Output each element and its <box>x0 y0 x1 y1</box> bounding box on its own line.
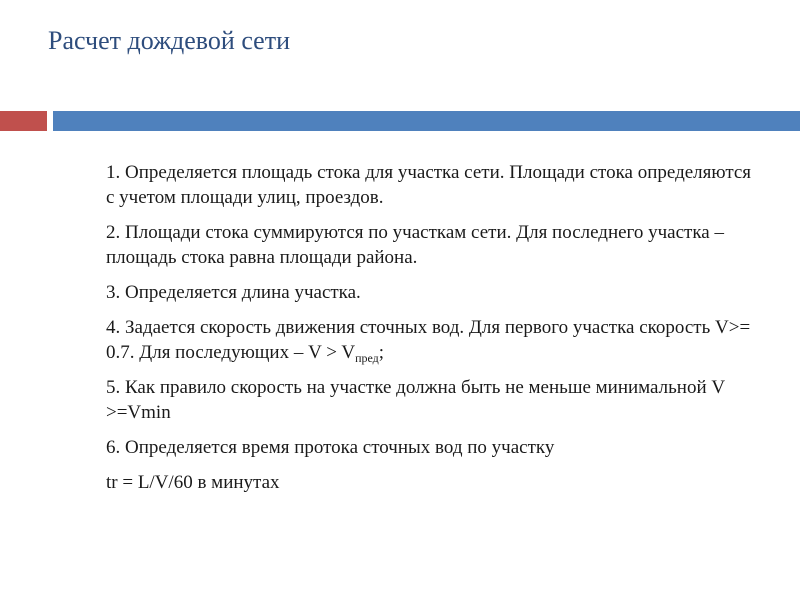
step-3-text: 3. Определяется длина участка. <box>106 282 361 303</box>
step-4-end: ; <box>378 342 385 363</box>
step-2-text: 2. Площади стока суммируются по участкам сети. Для последнего участка – площадь стока равна площади района. <box>106 222 724 268</box>
slide-body <box>106 160 756 505</box>
step-5-text: 5. Как правило скорость на участке должна быть не меньше минимальной V >=Vmin <box>106 377 725 423</box>
step-6-text: 6. Определяется время протока сточных вод по участку <box>106 437 555 458</box>
title-divider-bar <box>53 111 800 131</box>
formula-text: tr = L/V/60 в минутах <box>106 472 280 493</box>
step-4-text <box>106 315 756 365</box>
step-4-main: 4. Задается скорость движения сточных вод. Для первого участка скорость V>= 0.7. Для последующих – V > V <box>106 317 751 363</box>
slide-title: Расчет дождевой сети <box>48 26 290 55</box>
step-4-subscript: пред <box>355 351 379 365</box>
title-divider-accent <box>0 111 47 131</box>
step-1-text: 1. Определяется площадь стока для участка сети. Площади стока определяются с учетом площади улиц, проездов. <box>106 162 752 208</box>
